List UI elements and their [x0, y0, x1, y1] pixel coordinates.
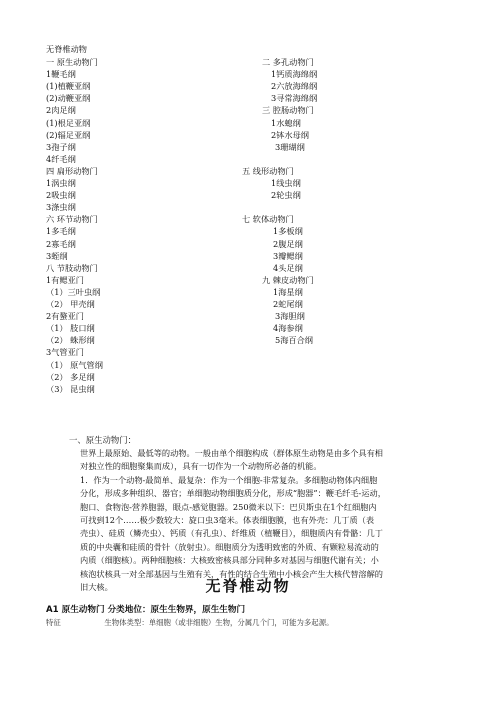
outline-left-item: (2)辐足亚纲 — [46, 129, 91, 140]
outline-row — [46, 226, 466, 237]
outline-row — [46, 142, 466, 153]
outline-right-item: 2腹足纲 — [273, 238, 303, 249]
paragraph-line: 核泡状核具一对全部基因与生殖有关，有性的结合生殖中小核会产生大核代替溶解的 — [80, 568, 383, 579]
outline-row — [46, 202, 466, 213]
outline-left-item: 2肉足纲 — [46, 105, 76, 116]
outline-row — [46, 263, 466, 274]
paragraph-line: 旧大核。 — [80, 582, 113, 592]
outline-row — [46, 384, 466, 395]
section-one-heading: 一、原生动物门： — [69, 435, 136, 445]
outline-row — [46, 178, 466, 189]
outline-left-item: （1）三叶虫纲 — [46, 286, 101, 297]
outline-row — [46, 311, 466, 322]
outline-left-item: （2） 甲壳纲 — [46, 299, 95, 309]
outline-row — [46, 57, 466, 68]
outline-right-item: 5海百合纲 — [275, 335, 313, 346]
feature-label: 特征 — [46, 618, 61, 627]
paragraph-line: 壳虫）、硅质（鳞壳虫）、钙质（有孔虫）、纤维质（植鞭目），细胞质内有骨骼：几丁 — [80, 528, 383, 539]
outline-row — [46, 69, 466, 80]
outline-row — [46, 118, 466, 129]
paragraph-line: 分化，形成多种组织、器官；单细胞动物细胞质分化，形成“胞器”：鞭毛纤毛-运动， — [80, 488, 386, 499]
outline-row — [46, 347, 466, 358]
outline-left-item: 3气管亚门 — [46, 347, 84, 358]
outline-left-item: 八 节肢动物门 — [46, 262, 98, 273]
outline-left-item: 3涤虫纲 — [46, 202, 76, 213]
outline-right-item: 1水螅纲 — [271, 117, 301, 128]
outline-left-item: 3孢子纲 — [46, 141, 76, 152]
paragraph-line: 内质（细胞核）。两种细胞核：大核致密核具部分同种多对基因与细胞代谢有关；小 — [80, 555, 379, 566]
outline-right-item: 九 棘皮动物门 — [262, 274, 314, 285]
outline-left-item: 4纤毛纲 — [46, 153, 76, 164]
outline-left-item: 1有鳃亚门 — [46, 274, 84, 285]
outline-row — [46, 287, 466, 298]
outline-row — [46, 154, 466, 165]
outline-right-item: 3海胆纲 — [275, 311, 305, 322]
outline-left-item: （2） 多足纲 — [46, 371, 95, 382]
outline-row — [46, 251, 466, 262]
outline-row — [46, 214, 466, 225]
outline-right-item: 2六放海绵纲 — [271, 81, 318, 92]
outline-right-item: 3珊瑚纲 — [275, 141, 305, 152]
outline-left-item: 1多毛纲 — [46, 226, 76, 237]
outline-row — [46, 372, 466, 383]
outline-row — [46, 239, 466, 250]
outline-left-item: （3） 昆虫纲 — [46, 383, 95, 394]
outline-row — [46, 105, 466, 116]
feature-text: 生物体类型：单细胞（或非细胞）生物，分属几个门，可能为多起源。 — [104, 618, 334, 627]
outline-left-item: (1)植鞭亚纲 — [46, 81, 91, 92]
paragraph-line: 可找到12个……极少数较大：旋口虫3毫米。体表细胞膜，也有外壳：几丁质（表 — [80, 515, 375, 525]
outline-row — [46, 81, 466, 92]
outline-row — [46, 130, 466, 141]
outline-right-item: 1海星纲 — [273, 286, 303, 297]
outline-right-item: 2蛇尾纲 — [273, 299, 303, 309]
outline-left-item: 六 环节动物门 — [46, 214, 98, 225]
outline-left-item: 一 原生动物门 — [46, 57, 98, 67]
outline-left-item: （2） 蛛形纲 — [46, 335, 95, 346]
outline-row — [46, 93, 466, 104]
outline-right-item: 3寻常海绵纲 — [271, 93, 318, 104]
outline-right-item: 2钵水母纲 — [271, 129, 309, 140]
outline-left-item: 2有螯亚门 — [46, 311, 84, 322]
big-title: 无脊椎动物 — [205, 577, 291, 595]
outline-row — [46, 190, 466, 201]
outline-right-item: 4头足纲 — [273, 262, 303, 273]
outline-right-item: 1多板纲 — [273, 226, 303, 237]
outline-row — [46, 166, 466, 177]
outline-left-item: (1)根足亚纲 — [46, 117, 91, 128]
paragraph-line: 质的中央囊和硅质的骨针（放射虫）。细胞质分为透明致密的外质、有颗粒易流动的 — [80, 541, 379, 552]
outline-left-item: 1涡虫纲 — [46, 178, 76, 188]
outline-right-item: 2轮虫纲 — [271, 190, 301, 201]
a1-heading: A1 原生动物门 分类地位：原生生物界，原生生物门 — [46, 605, 246, 615]
outline-left-item: （1） 肢口纲 — [46, 323, 95, 334]
outline-left-item: 3蛭纲 — [46, 250, 68, 261]
outline-right-item: 二 多孔动物门 — [262, 57, 314, 67]
outline-row — [46, 275, 466, 286]
paragraph-line: 世界上最原始、最低等的动物。一般由单个细胞构成（群体原生动物是由多个具有相 — [80, 448, 383, 458]
outline-left-item: (2)动鞭亚纲 — [46, 93, 91, 104]
outline-right-item: 三 腔肠动物门 — [262, 105, 314, 116]
outline-right-item: 4海参纲 — [273, 323, 303, 334]
outline-row — [46, 335, 466, 346]
paragraph-line: 对独立性的细胞聚集而成），具有一切作为一个动物所必备的机能。 — [80, 461, 322, 472]
outline-row — [46, 323, 466, 334]
outline-title — [46, 44, 87, 55]
outline-left-item: 2吸虫纲 — [46, 190, 76, 201]
feature-line — [46, 617, 333, 628]
outline-right-item: 1钙质海绵纲 — [271, 69, 318, 80]
outline-left-item: 四 扁形动物门 — [46, 165, 98, 176]
outline-right-item: 1线虫纲 — [271, 178, 301, 188]
outline-right-item: 3瓣鳃纲 — [273, 250, 303, 261]
outline-right-item: 五 线形动物门 — [242, 165, 294, 176]
outline-row — [46, 299, 466, 310]
outline-row — [46, 360, 466, 371]
outline-left-item: （1） 原气管纲 — [46, 359, 103, 370]
outline-left-item: 2寡毛纲 — [46, 238, 76, 249]
paragraph-line: 胞口、食物泡-营养胞器，眼点-感觉胞器。250微米以下：巴贝斯虫在1个红细胞内 — [80, 501, 377, 512]
outline-left-item: 1鞭毛纲 — [46, 69, 76, 80]
paragraph-line: 1．作为一个动物-最简单、最复杂：作为一个细胞-非常复杂。多细胞动物体内细胞 — [80, 474, 378, 485]
outline-title-text: 无脊椎动物 — [46, 44, 87, 54]
outline-right-item: 七 软体动物门 — [242, 214, 294, 225]
